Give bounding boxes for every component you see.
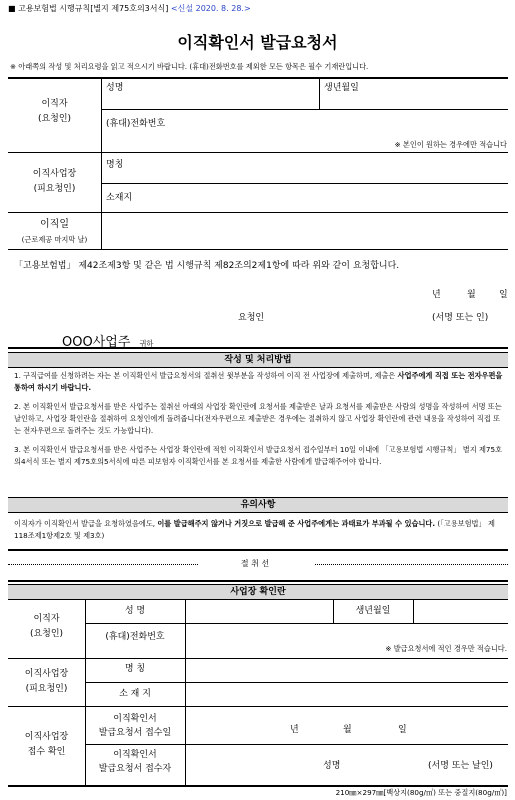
confirm-workplace-label — [8, 667, 85, 697]
section-border — [8, 580, 508, 582]
cell-divider — [413, 599, 414, 623]
applicant-label — [8, 97, 101, 127]
receipt-year: 년 — [290, 725, 299, 735]
request-statement: 「고용보험법」 제42조제3항 및 같은 법 시행규칙 제82조의2제1항에 따라 위와 같이 요청합니다. — [14, 261, 400, 271]
applicant-birth-field[interactable] — [324, 93, 504, 107]
workplace-label-line2: (피요청인) — [33, 184, 76, 194]
receiver-label: 이직확인서 발급요청서 접수자 — [98, 750, 172, 774]
addressee-honorific: 귀하 — [139, 339, 154, 348]
instruction-item-2: 2. 본 이직확인서 발급요청서를 받은 사업주는 절취선 아래의 사업장 확인란에 요청서를 제출받은 날과 요청서를 제출받은 사람의 성명을 작성하여 서명 또는 날인하고, 사업장 확인란을 절취하여 요청인에게 돌려줍니다(전자우편으로 제출받은 경우에는 절취하지 않고 사업장 확인란에 관련 내용을 작성하여 직접 또는 전자우편으로 돌려주는 것도 가능합니다). — [14, 402, 502, 435]
table-top-border — [8, 77, 508, 79]
request-month: 월 — [467, 290, 476, 300]
caution-text: 이직자가 이직확인서 발급을 요청하였음에도, 이를 발급해주지 않거나 거짓으로 발급해 준 사업주에게는 과태료가 부과될 수 있습니다. (「고용보험법」 제118조제1항제2호 및 제3호) — [14, 519, 495, 540]
confirm-applicant-label — [8, 612, 85, 642]
confirm-applicant-line1: 이직자 — [33, 614, 60, 624]
workplace-label-line1: 이직사업장 — [32, 169, 77, 179]
row-divider — [8, 212, 508, 213]
cut-line-label: 절 취 선 — [240, 559, 270, 568]
confirm-workplace-line1: 이직사업장 — [24, 669, 69, 679]
form-reference — [8, 3, 251, 14]
section-border — [8, 549, 508, 551]
receipt-month: 월 — [343, 725, 352, 735]
cell-divider — [185, 706, 186, 785]
applicant-label-line1: 이직자 — [41, 99, 68, 109]
amendment-note: <신설 2020. 8. 28.> — [170, 4, 251, 13]
notice-text: ※ 아래쪽의 작성 및 처리요령을 읽고 적으시기 바랍니다. (휴대)전화번호를 제외한 모든 항목은 필수 기재란입니다. — [10, 62, 369, 71]
instructions-title: 작성 및 처리방법 — [8, 352, 508, 368]
section-border — [8, 347, 508, 349]
row-divider — [8, 152, 508, 153]
applicant-phone-label: (휴대)전화번호 — [106, 119, 166, 129]
applicant-name-field[interactable] — [106, 93, 318, 107]
confirm-birth-label: 생년월일 — [355, 606, 391, 616]
applicant-phone-field[interactable] — [106, 128, 356, 140]
row-divider — [85, 623, 508, 624]
request-day: 일 — [499, 290, 508, 300]
paper-spec: 210㎜×297㎜[백상지(80g/㎡) 또는 중질지(80g/㎡)] — [335, 788, 507, 797]
confirm-name-label: 성 명 — [124, 606, 146, 616]
receipt-day: 일 — [398, 725, 407, 735]
caution-title: 유의사항 — [8, 497, 508, 513]
instruction-item-3: 3. 본 이직확인서 발급요청서를 받은 사업주는 사업장 확인란에 적힌 이직확인서 발급요청서 접수일부터 10일 이내에 「고용보험법 시행규칙」 별지 제75호의4서식 또는 별지 제75호의5서식에 따른 피보험자 이직확인서를 본 요청서를 제출한 사람에게 발급해주어야 합니다. — [14, 445, 503, 466]
row-divider — [8, 249, 508, 250]
confirm-wp-name-label: 명 칭 — [124, 664, 146, 674]
confirm-wp-address-field[interactable] — [188, 684, 504, 704]
instructions-list — [14, 370, 504, 468]
requester-sign[interactable]: (서명 또는 인) — [432, 313, 489, 323]
row-divider — [8, 658, 508, 659]
applicant-name-label: 성명 — [106, 83, 124, 93]
workplace-address-label: 소재지 — [106, 193, 133, 203]
table-bottom-border — [8, 785, 508, 787]
cut-line-right — [315, 564, 508, 565]
row-divider — [101, 183, 508, 184]
cut-line-left — [8, 564, 198, 565]
confirm-applicant-line2: (요청인) — [29, 629, 64, 639]
confirm-receipt-line2: 접수 확인 — [27, 747, 66, 757]
addressee-name: OOO사업주 — [62, 335, 131, 350]
confirm-phone-note: ※ 발급요청서에 적인 경우만 적습니다. — [385, 644, 507, 653]
workplace-name-field[interactable] — [150, 156, 504, 182]
receiver-name-field[interactable] — [350, 754, 420, 772]
receiver-name-label: 성명 — [323, 761, 341, 771]
receiver-sign[interactable]: (서명 또는 날인) — [428, 761, 493, 771]
form-title: 이직확인서 발급요청서 — [177, 33, 338, 52]
table-col-divider — [101, 78, 102, 249]
requester-label: 요청인 — [238, 313, 265, 323]
confirm-receipt-line1: 이직사업장 — [24, 732, 69, 742]
confirm-wp-address-label: 소 재 지 — [119, 689, 151, 699]
confirm-title: 사업장 확인란 — [8, 584, 508, 600]
confirm-receipt-label — [8, 730, 85, 760]
leave-date-label-line2: (근로제공 마지막 날) — [21, 235, 88, 244]
applicant-phone-note: ※ 본인이 원하는 경우에만 적습니다 — [394, 140, 507, 149]
workplace-address-field[interactable] — [150, 186, 504, 210]
leave-date-field[interactable] — [106, 215, 504, 247]
confirm-wp-name-field[interactable] — [188, 660, 504, 680]
leave-date-label — [8, 217, 101, 247]
confirm-workplace-line2: (피요청인) — [25, 684, 68, 694]
instruction-item-1: 1. 구직급여를 신청하려는 자는 본 이직확인서 발급요청서의 절취선 윗부분을 작성하여 이직 전 사업장에 제출하며, 제출은 사업주에게 직접 또는 전자우편을 통하여 하시기 바랍니다. — [14, 371, 503, 392]
row-divider — [85, 682, 508, 683]
confirm-phone-label: (휴대)전화번호 — [105, 632, 165, 642]
cell-divider — [185, 599, 186, 623]
applicant-birth-label: 생년월일 — [324, 83, 359, 93]
leave-date-label-line1: 이직일 — [40, 219, 69, 230]
confirm-birth-field[interactable] — [416, 602, 504, 620]
workplace-label — [8, 167, 101, 197]
row-divider — [85, 744, 508, 745]
applicant-label-line2: (요청인) — [37, 114, 72, 124]
receipt-date-label: 이직확인서 발급요청서 접수일 — [98, 714, 172, 738]
confirm-phone-field[interactable] — [188, 626, 504, 640]
row-divider — [8, 706, 508, 707]
confirm-name-field[interactable] — [188, 602, 328, 620]
birth-divider — [319, 78, 320, 109]
form-ref-text: ■ 고용보험법 시행규칙[별지 제75호의3서식] — [8, 4, 169, 13]
cell-divider — [185, 623, 186, 658]
request-year: 년 — [432, 290, 441, 300]
row-divider — [101, 109, 508, 110]
workplace-name-label: 명칭 — [106, 160, 124, 170]
